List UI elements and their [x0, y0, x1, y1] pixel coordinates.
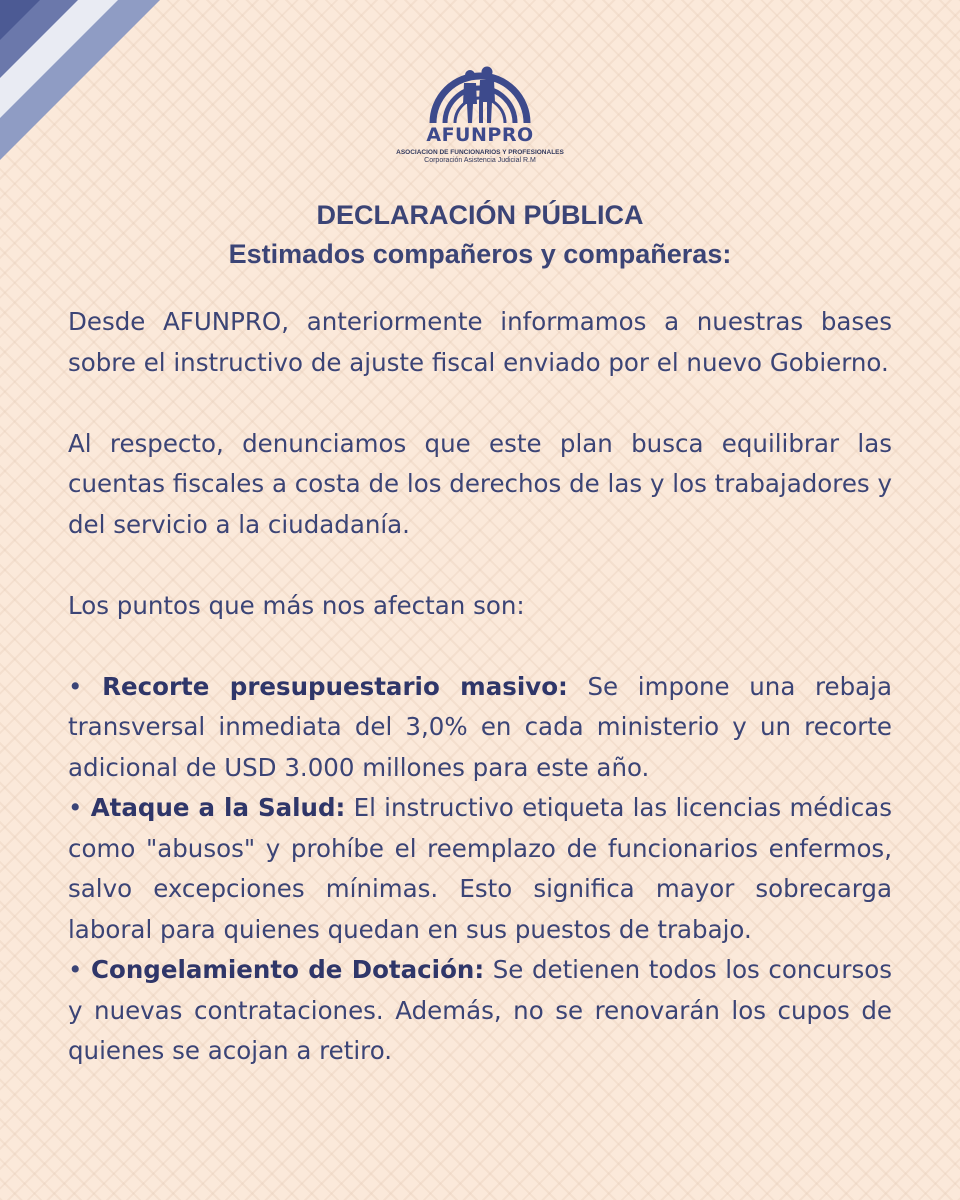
bullet-title: Recorte presupuestario masivo: [102, 671, 568, 701]
logo-subtitle: ASOCIACION DE FUNCIONARIOS Y PROFESIONALES [396, 149, 564, 156]
bullet-item [68, 950, 892, 1072]
bullet-text: Se impone una rebaja transversal inmediata del 3,0% en cada ministerio y un recorte adicional de USD 3.000 millones para este año. [68, 671, 892, 782]
bullet-marker: • [68, 793, 83, 822]
page-title: DECLARACIÓN PÚBLICA [316, 200, 644, 230]
greeting: Estimados compañeros y compañeras: [228, 239, 732, 269]
logo-subtitle-2: Corporación Asistencia Judicial R.M [424, 157, 536, 164]
bullet-title: Congelamiento de Dotación: [91, 955, 485, 984]
paragraph-intro: Desde AFUNPRO, anteriormente informamos a nuestras bases sobre el instructivo de ajuste fiscal enviado por el nuevo Gobierno. [68, 307, 892, 377]
afunpro-logo [380, 28, 580, 178]
paragraph-points-intro: Los puntos que más nos afectan son: [68, 590, 525, 620]
bullet-item [68, 788, 892, 950]
bullet-title: Ataque a la Salud: [90, 793, 346, 822]
bullet-text: Se detienen todos los concursos y nuevas contrataciones. Además, no se renovarán los cupos de quienes se acojan a retiro. [68, 955, 892, 1065]
declaration-body [68, 302, 892, 1072]
bullet-marker: • [68, 671, 83, 701]
logo-name: AFUNPRO [426, 124, 534, 146]
corner-stripes-decoration [0, 0, 160, 160]
bullet-text: El instructivo etiqueta las licencias médicas como "abusos" y prohíbe el reemplazo de funcionarios enfermos, salvo excepciones mínimas. Esto significa mayor sobrecarga laboral para quienes quedan en sus puestos de trabajo. [68, 793, 892, 944]
two-people-arch-logo-icon [425, 28, 535, 126]
bullet-marker: • [68, 955, 83, 984]
paragraph-denounce: Al respecto, denunciamos que este plan busca equilibrar las cuentas fiscales a costa de los derechos de las y los trabajadores y del servicio a la ciudadanía. [68, 428, 892, 539]
bullet-item [68, 667, 892, 789]
